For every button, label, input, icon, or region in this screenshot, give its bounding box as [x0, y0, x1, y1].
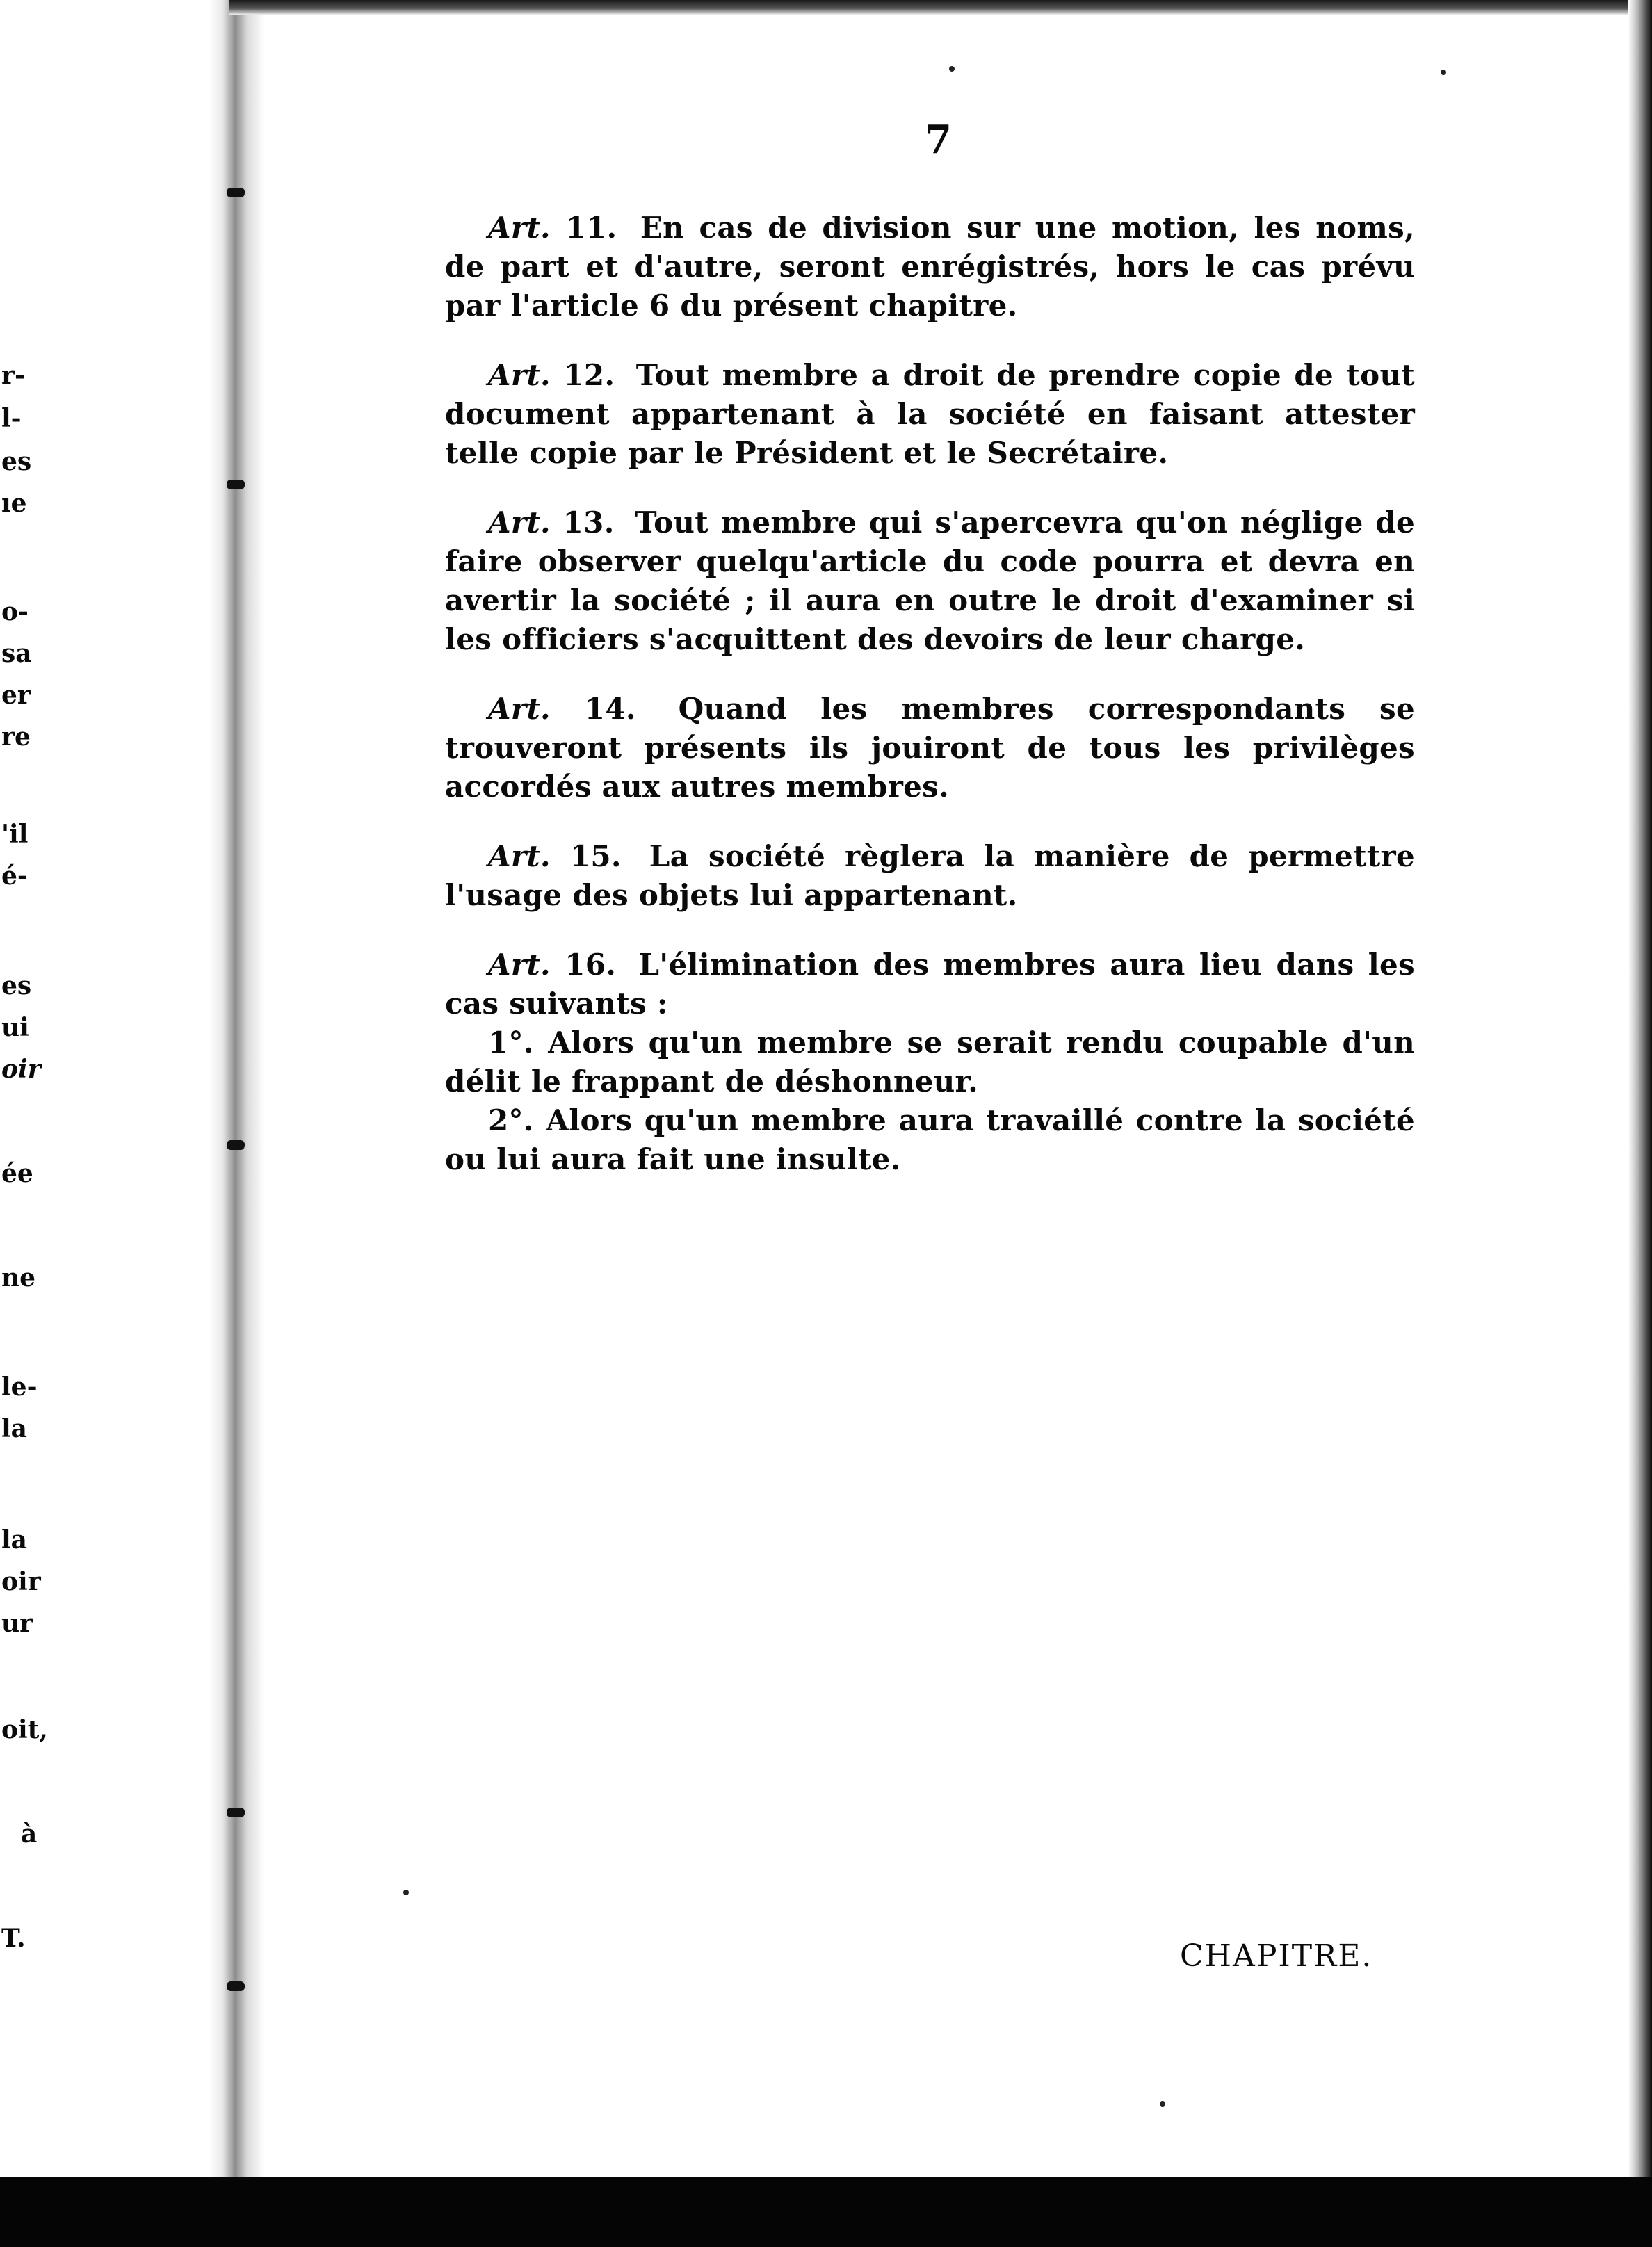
scan-speck [403, 1890, 409, 1895]
facing-fragment: T. [1, 1924, 26, 1953]
facing-fragment: la [1, 1414, 28, 1443]
case-text: Alors qu'un membre aura travaillé contre la société ou lui aura fait une insulte. [445, 1103, 1415, 1176]
facing-fragment: la [1, 1525, 28, 1555]
scan-speck [1160, 2101, 1165, 2107]
facing-fragment: 'il [1, 820, 29, 849]
article-number: 15. [569, 839, 622, 873]
scan-bottom-edge [0, 2177, 1652, 2247]
article-number: 13. [562, 505, 615, 540]
article-text: L'élimination des membres aura lieu dans les cas suivants : [445, 948, 1415, 1021]
facing-fragment: re [1, 722, 31, 752]
article-13 [445, 503, 1415, 659]
article-text: Tout membre a droit de prendre copie de tout document appartenant à la société en faisant attester telle copie par le Président et le Secrétaire. [445, 358, 1415, 470]
catchword: CHAPITRE. [1180, 1938, 1373, 1974]
scan-top-edge [229, 0, 1652, 15]
article-text: Quand les membres correspondants se trouveront présents ils jouiront de tous les privilèges accordés aux autres membres. [445, 692, 1415, 804]
article-label: Art. [488, 211, 551, 245]
facing-fragment: ui [1, 1013, 29, 1042]
facing-fragment: le- [1, 1372, 38, 1402]
article-number: 11. [565, 211, 617, 245]
article-11 [445, 209, 1415, 325]
article-label: Art. [488, 505, 551, 540]
facing-fragment: er [1, 681, 31, 710]
facing-fragment: à [21, 1819, 38, 1849]
facing-fragment: oir [1, 1567, 41, 1596]
facing-fragment: es [1, 447, 32, 476]
case-marker: 2°. [488, 1103, 534, 1137]
article-number: 14. [584, 692, 636, 726]
article-16 [445, 946, 1415, 1179]
facing-fragment: l- [1, 404, 22, 433]
facing-fragment: sa [1, 639, 32, 668]
facing-page-fragments [0, 0, 63, 2183]
article-12 [445, 356, 1415, 473]
facing-fragment: oir [1, 1055, 41, 1084]
scan-speck [949, 66, 955, 72]
page-number: 7 [925, 117, 952, 163]
case-marker: 1°. [488, 1025, 534, 1060]
article-number: 12. [563, 358, 615, 392]
article-text: La société règlera la manière de permettre l'usage des objets lui appartenant. [445, 839, 1415, 912]
binding-stitch [227, 480, 245, 489]
book-gutter [209, 0, 264, 2183]
binding-stitch [227, 188, 245, 197]
binding-stitch [227, 1808, 245, 1817]
scan-speck [1441, 70, 1446, 75]
article-label: Art. [488, 948, 551, 982]
article-number: 16. [565, 948, 617, 982]
page-body [445, 209, 1415, 1210]
article-label: Art. [488, 692, 551, 726]
article-15 [445, 837, 1415, 915]
facing-fragment: ıe [1, 489, 27, 518]
case-item-2 [445, 1101, 1415, 1179]
facing-fragment: ur [1, 1609, 33, 1638]
facing-fragment: o- [1, 597, 29, 626]
case-text: Alors qu'un membre se serait rendu coupable d'un délit le frappant de déshonneur. [445, 1025, 1415, 1098]
scan-right-edge [1628, 0, 1652, 2247]
binding-stitch [227, 1981, 245, 1991]
article-label: Art. [488, 358, 551, 392]
article-text: En cas de division sur une motion, les noms, de part et d'autre, seront enrégistrés, hors le cas prévu par l'article 6 du présent chapitre. [445, 211, 1415, 323]
case-item-1 [445, 1023, 1415, 1101]
facing-fragment: ne [1, 1263, 36, 1292]
facing-fragment: oit, [1, 1715, 48, 1744]
article-text: Tout membre qui s'apercevra qu'on néglige de faire observer quelqu'article du code pourra et devra en avertir la société ; il aura en outre le droit d'examiner si les officiers s'acquittent des devoirs de leur charge. [445, 505, 1415, 656]
facing-fragment: ée [1, 1159, 33, 1188]
binding-stitch [227, 1140, 245, 1150]
facing-fragment: é- [1, 861, 28, 891]
facing-fragment: es [1, 971, 32, 1000]
article-label: Art. [488, 839, 551, 873]
facing-fragment: r- [1, 361, 25, 390]
article-14 [445, 690, 1415, 806]
